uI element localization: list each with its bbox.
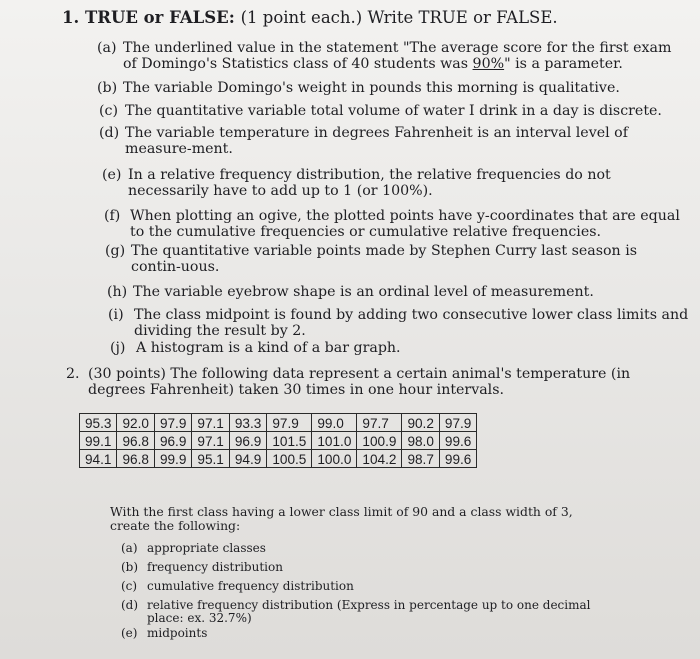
part-label: (b) bbox=[121, 560, 139, 574]
item-text: The variable Domingo's weight in pounds this morning is qualitative. bbox=[123, 80, 620, 96]
table-cell: 100.5 bbox=[267, 450, 312, 468]
part-label: (a) bbox=[121, 541, 138, 555]
q1-item-f bbox=[104, 208, 690, 240]
q1-item-g bbox=[105, 243, 691, 275]
table-cell: 100.9 bbox=[357, 432, 402, 450]
item-label: (f) bbox=[104, 208, 121, 224]
item-label: (g) bbox=[105, 243, 126, 259]
table-cell: 96.9 bbox=[229, 432, 266, 450]
table-cell: 99.6 bbox=[439, 450, 476, 468]
question-1-points: (1 point each.) Write TRUE or FALSE. bbox=[240, 8, 558, 27]
table-row bbox=[80, 450, 477, 468]
table-cell: 96.9 bbox=[154, 432, 191, 450]
table-cell: 94.1 bbox=[80, 450, 117, 468]
table-cell: 97.7 bbox=[357, 414, 402, 432]
table-cell: 99.0 bbox=[312, 414, 357, 432]
table-cell: 99.1 bbox=[80, 432, 117, 450]
table-cell: 101.5 bbox=[267, 432, 312, 450]
table-cell: 94.9 bbox=[229, 450, 266, 468]
item-text: In a relative frequency distribution, the relative frequencies do not necessarily have to add up to 1 (or 100%). bbox=[128, 167, 611, 199]
question-2-text: (30 points) The following data represent a certain animal's temperature (in degrees Fahrenheit) taken 30 times in one hour intervals. bbox=[88, 366, 631, 398]
q1-item-d bbox=[99, 125, 685, 157]
table-cell: 100.0 bbox=[312, 450, 357, 468]
item-label: (i) bbox=[108, 307, 124, 323]
item-text: The underlined value in the statement "The average score for the first exam of Domingo's Statistics class of 40 students was bbox=[123, 40, 672, 72]
table-cell: 97.9 bbox=[154, 414, 191, 432]
question-1-heading: 1. TRUE or FALSE: bbox=[62, 8, 241, 27]
item-label: (h) bbox=[107, 284, 128, 300]
q2-part-c bbox=[121, 579, 607, 593]
part-text: midpoints bbox=[147, 626, 208, 640]
item-label: (a) bbox=[97, 40, 117, 56]
item-label: (d) bbox=[99, 125, 120, 141]
table-cell: 93.3 bbox=[229, 414, 266, 432]
table-cell: 99.6 bbox=[439, 432, 476, 450]
table-cell: 97.9 bbox=[439, 414, 476, 432]
table-cell: 97.1 bbox=[192, 414, 229, 432]
part-text: cumulative frequency distribution bbox=[147, 579, 354, 593]
part-text: relative frequency distribution (Express in percentage up to one decimal place: ex. 32.7%) bbox=[147, 598, 591, 625]
table-row bbox=[80, 432, 477, 450]
q2-part-d bbox=[121, 598, 607, 625]
question-2-instruction: With the first class having a lower class limit of 90 and a class width of 3, create the following: bbox=[110, 504, 573, 533]
q1-item-a bbox=[97, 40, 683, 72]
q2-part-b bbox=[121, 560, 607, 574]
q1-item-i bbox=[108, 307, 694, 339]
item-text: A histogram is a kind of a bar graph. bbox=[136, 340, 401, 356]
table-cell: 92.0 bbox=[117, 414, 154, 432]
table-cell: 96.8 bbox=[117, 432, 154, 450]
question-2-label: 2. bbox=[66, 366, 80, 382]
part-label: (e) bbox=[121, 626, 138, 640]
table-cell: 97.9 bbox=[267, 414, 312, 432]
item-text: The quantitative variable total volume of water I drink in a day is discrete. bbox=[125, 103, 662, 119]
q1-item-c bbox=[99, 103, 685, 119]
question-1-title bbox=[62, 8, 558, 27]
item-label: (e) bbox=[102, 167, 122, 183]
q1-item-j bbox=[110, 340, 696, 356]
q1-item-b bbox=[97, 80, 683, 96]
part-label: (d) bbox=[121, 598, 139, 612]
table-row bbox=[80, 414, 477, 432]
table-cell: 99.9 bbox=[154, 450, 191, 468]
q2-part-a bbox=[121, 541, 607, 555]
table-cell: 98.0 bbox=[402, 432, 439, 450]
part-text: frequency distribution bbox=[147, 560, 283, 574]
table-cell: 96.8 bbox=[117, 450, 154, 468]
item-label: (j) bbox=[110, 340, 126, 356]
table-cell: 98.7 bbox=[402, 450, 439, 468]
question-2 bbox=[66, 366, 648, 398]
q2-part-e bbox=[121, 626, 607, 640]
item-label: (b) bbox=[97, 80, 118, 96]
item-text: The quantitative variable points made by Stephen Curry last season is contin-uous. bbox=[131, 243, 638, 275]
item-text: The variable temperature in degrees Fahrenheit is an interval level of measure-ment. bbox=[125, 125, 628, 157]
table-cell: 95.3 bbox=[80, 414, 117, 432]
table-cell: 101.0 bbox=[312, 432, 357, 450]
table-cell: 104.2 bbox=[357, 450, 402, 468]
temperature-data-table bbox=[79, 413, 477, 468]
underlined-value: 90% bbox=[472, 56, 505, 72]
q1-item-h bbox=[107, 284, 693, 300]
item-text: The class midpoint is found by adding two consecutive lower class limits and dividing the result by 2. bbox=[134, 307, 689, 339]
table-cell: 95.1 bbox=[192, 450, 229, 468]
item-label: (c) bbox=[99, 103, 119, 119]
item-text: When plotting an ogive, the plotted points have y-coordinates that are equal to the cumulative frequencies or cumulative relative frequencies. bbox=[130, 208, 680, 240]
item-text: The variable eyebrow shape is an ordinal level of measurement. bbox=[133, 284, 594, 300]
q1-item-e bbox=[102, 167, 688, 199]
table-cell: 97.1 bbox=[192, 432, 229, 450]
part-label: (c) bbox=[121, 579, 138, 593]
item-text-end: " is a parameter. bbox=[504, 56, 623, 72]
part-text: appropriate classes bbox=[147, 541, 266, 555]
table-cell: 90.2 bbox=[402, 414, 439, 432]
